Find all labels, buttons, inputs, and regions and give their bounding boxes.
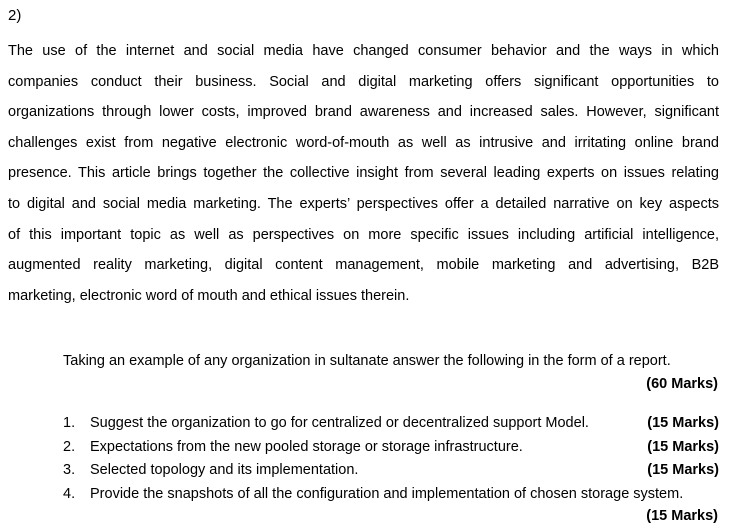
intro-line: challenges exist from negative electronic word-of-mouth as well as intrusive and irritating online brand (8, 134, 719, 151)
intro-line: organizations through lower costs, improved brand awareness and increased sales. However, significant (8, 104, 719, 121)
task-marks: (15 Marks) (646, 508, 718, 524)
task-list (63, 413, 719, 507)
task-number: 4. (63, 485, 76, 502)
intro-line: augmented reality marketing, digital content management, mobile marketing and advertising, B2B (8, 257, 719, 274)
task-item (63, 484, 719, 508)
task-text: Suggest the organization to go for centralized or decentralized support Model. (90, 415, 589, 431)
task-text: Provide the snapshots of all the configuration and implementation of chosen storage system. (90, 485, 684, 502)
intro-line: marketing, electronic word of mouth and ethical issues therein. (8, 287, 410, 304)
task-item (63, 437, 719, 461)
intro-line: of this important topic as well as perspectives on more specific issues including artificial intelligence, (8, 226, 719, 243)
task-number: 2. (63, 438, 76, 455)
intro-line: companies conduct their business. Social and digital marketing offers significant opportunities to (8, 73, 719, 90)
report-instruction: Taking an example of any organization in sultanate answer the following in the form of a report. (63, 353, 671, 369)
task-marks: (15 Marks) (647, 415, 719, 431)
task-number: 3. (63, 462, 76, 478)
task-text: Selected topology and its implementation. (90, 462, 359, 478)
task-item (63, 413, 719, 437)
intro-line: presence. This article brings together the collective insight from several leading experts on issues relating (8, 165, 719, 182)
task-number: 1. (63, 415, 76, 431)
intro-line: to digital and social media marketing. The experts’ perspectives offer a detailed narrative on key aspects (8, 195, 719, 212)
task-item (63, 460, 719, 484)
total-marks: (60 Marks) (646, 376, 718, 392)
task-marks: (15 Marks) (647, 462, 719, 478)
task-text: Expectations from the new pooled storage or storage infrastructure. (90, 438, 523, 455)
question-number: 2) (8, 7, 22, 24)
intro-line: The use of the internet and social media have changed consumer behavior and the ways in which (8, 43, 719, 59)
task-marks: (15 Marks) (647, 438, 719, 455)
intro-paragraph (8, 36, 719, 311)
